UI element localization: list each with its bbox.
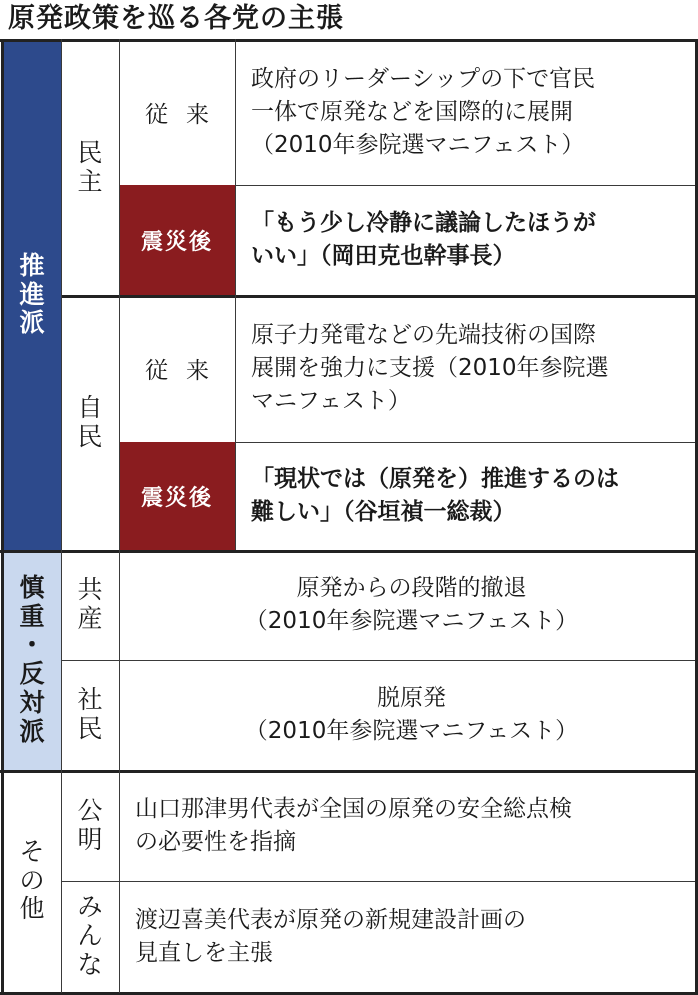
label-conventional-jimin: 従来 bbox=[145, 358, 227, 384]
category-push: 推 進 派 bbox=[3, 40, 61, 550]
grid-line bbox=[235, 442, 698, 443]
party-minshu: 民 主 bbox=[77, 137, 103, 196]
grid-line bbox=[235, 185, 698, 186]
label-after-quake-jimin: 震災後 bbox=[119, 442, 235, 550]
minna-text: 渡辺喜美代表が原発の新規建設計画の 見直しを主張 bbox=[135, 906, 526, 966]
label-after-quake-minshu: 震災後 bbox=[119, 185, 235, 295]
grid-line bbox=[0, 550, 698, 553]
minshu-after-quake-text: 「もう少し冷静に議論したほうが いい」（岡田克也幹事長） bbox=[251, 210, 596, 269]
grid-line bbox=[119, 39, 120, 993]
kyosan-text: 原発からの段階的撤退 （2010年参院選マニフェスト） bbox=[244, 575, 579, 634]
grid-line bbox=[61, 295, 698, 298]
minshu-conventional-text: 政府のリーダーシップの下で官民 一体で原発などを国際的に展開 （2010年参院選マニフェスト） bbox=[251, 66, 596, 158]
party-komei: 公 明 bbox=[77, 795, 103, 854]
grid-line bbox=[235, 39, 236, 550]
grid-line bbox=[61, 660, 698, 661]
grid-line bbox=[61, 39, 62, 993]
category-other: そ の 他 bbox=[19, 836, 45, 924]
shamin-text: 脱原発 （2010年参院選マニフェスト） bbox=[244, 685, 579, 744]
grid-line bbox=[1, 39, 4, 993]
jimin-after-quake-text: 「現状では（原発を）推進するのは 難しい」（谷垣禎一総裁） bbox=[251, 466, 619, 525]
page-title: 原発政策を巡る各党の主張 bbox=[8, 3, 344, 34]
party-kyosan: 共 産 bbox=[77, 575, 103, 633]
category-cautious: 慎 重 ・ 反 対 派 bbox=[3, 550, 61, 770]
label-conventional-minshu: 従来 bbox=[145, 102, 227, 128]
grid-line bbox=[0, 770, 698, 773]
komei-text: 山口那津男代表が全国の原発の安全総点検 の必要性を指摘 bbox=[135, 795, 572, 855]
grid-line bbox=[0, 39, 698, 42]
grid-line bbox=[61, 881, 698, 882]
party-minna: み ん な bbox=[77, 892, 103, 979]
jimin-conventional-text: 原子力発電などの先端技術の国際 展開を強力に支援（2010年参院選 マニフェスト） bbox=[251, 322, 609, 414]
party-shamin: 社 民 bbox=[77, 685, 103, 743]
party-jimin: 自 民 bbox=[77, 392, 103, 451]
